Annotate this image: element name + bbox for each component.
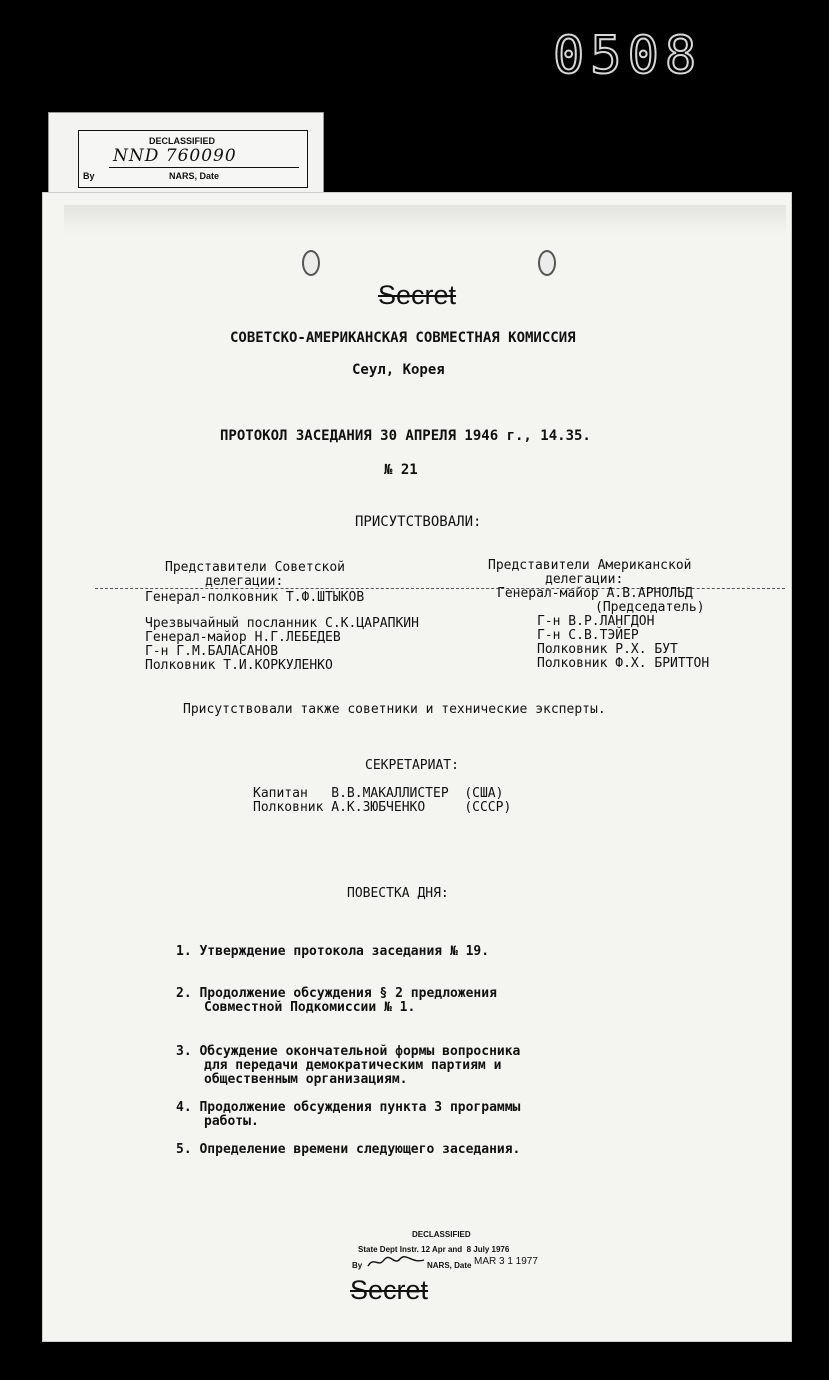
bottom-stamp-date: MAR 3 1 1977 xyxy=(474,1256,538,1267)
soviet-member: Генерал-майор Н.Г.ЛЕБЕДЕВ xyxy=(145,630,341,645)
punch-hole-left xyxy=(302,250,320,276)
american-heading-2: делегации: xyxy=(545,572,624,587)
agenda-item: 2. Продолжение обсуждения § 2 предложения xyxy=(176,986,497,1001)
american-member: Генерал-майор А.В.АРНОЛЬД xyxy=(497,586,693,601)
secretariat-heading: СЕКРЕТАРИАТ: xyxy=(365,758,459,773)
stamp-by-label: By xyxy=(83,171,95,181)
stamp-authority: NND 760090 xyxy=(113,146,237,166)
agenda-item-cont: общественным организациям. xyxy=(204,1072,408,1087)
agenda-heading: ПОВЕСТКА ДНЯ: xyxy=(347,886,449,901)
agenda-item: 4. Продолжение обсуждения пункта 3 программы xyxy=(176,1100,521,1115)
paper-fold-shadow xyxy=(64,205,786,235)
american-member: Полковник Ф.Х. БРИТТОН xyxy=(537,656,710,671)
protocol-number: № 21 xyxy=(384,462,418,478)
agenda-item-cont: Совместной Подкомиссии № 1. xyxy=(204,1000,416,1015)
attendance-heading: ПРИСУТСТВОВАЛИ: xyxy=(355,514,482,530)
bottom-stamp-nars: NARS, Date xyxy=(427,1261,472,1270)
archive-page-number: 0508 xyxy=(553,26,703,86)
agenda-item: 3. Обсуждение окончательной формы вопросника xyxy=(176,1044,521,1059)
agenda-item: 5. Определение времени следующего заседания. xyxy=(176,1142,521,1157)
soviet-member: Генерал-полковник Т.Ф.ШТЫКОВ xyxy=(145,590,365,605)
also-present: Присутствовали также советники и технические эксперты. xyxy=(183,702,606,717)
soviet-member: Г-н Г.М.БАЛАСАНОВ xyxy=(145,644,279,659)
punch-hole-right xyxy=(538,250,556,276)
soviet-heading-2: делегации: xyxy=(205,574,284,589)
soviet-member: Чрезвычайный посланник С.К.ЦАРАПКИН xyxy=(145,616,419,631)
bottom-stamp-by: By xyxy=(352,1261,363,1270)
stamp-title: DECLASSIFIED xyxy=(149,136,216,146)
secretariat-member: Полковник А.К.ЗЮБЧЕНКО (СССР) xyxy=(253,800,512,815)
classification-mark: Secret xyxy=(378,280,457,310)
signature-icon xyxy=(366,1254,426,1270)
location: Сеул, Корея xyxy=(352,362,445,378)
bottom-stamp-authority: State Dept Instr. 12 Apr and 8 July 1976 xyxy=(358,1245,510,1254)
american-member: Полковник Р.Х. БУТ xyxy=(537,642,678,657)
secretariat-member: Капитан В.В.МАКАЛЛИСТЕР (США) xyxy=(253,786,504,801)
agenda-item-cont: для передачи демократическим партиям и xyxy=(204,1058,502,1073)
agenda-item-cont: работы. xyxy=(204,1114,259,1129)
american-heading: Представители Американской xyxy=(488,558,692,573)
soviet-heading: Представители Советской xyxy=(165,560,346,575)
organization-title: СОВЕТСКО-АМЕРИКАНСКАЯ СОВМЕСТНАЯ КОМИССИЯ xyxy=(230,330,576,346)
protocol-title: ПРОТОКОЛ ЗАСЕДАНИЯ 30 АПРЕЛЯ 1946 г., 14.35. xyxy=(220,428,591,444)
bottom-stamp-title: DECLASSIFIED xyxy=(412,1230,471,1239)
stamp-nars-label: NARS, Date xyxy=(169,171,220,181)
american-member: Г-н В.Р.ЛАНГДОН xyxy=(537,614,655,629)
soviet-member: Полковник Т.И.КОРКУЛЕНКО xyxy=(145,658,333,673)
american-member: Г-н С.В.ТЭЙЕР xyxy=(537,628,639,643)
footer-classification-mark: Secret xyxy=(350,1275,429,1305)
declassification-stamp xyxy=(78,130,308,188)
american-member-note: (Председатель) xyxy=(595,600,705,615)
agenda-item: 1. Утверждение протокола заседания № 19. xyxy=(176,944,490,959)
